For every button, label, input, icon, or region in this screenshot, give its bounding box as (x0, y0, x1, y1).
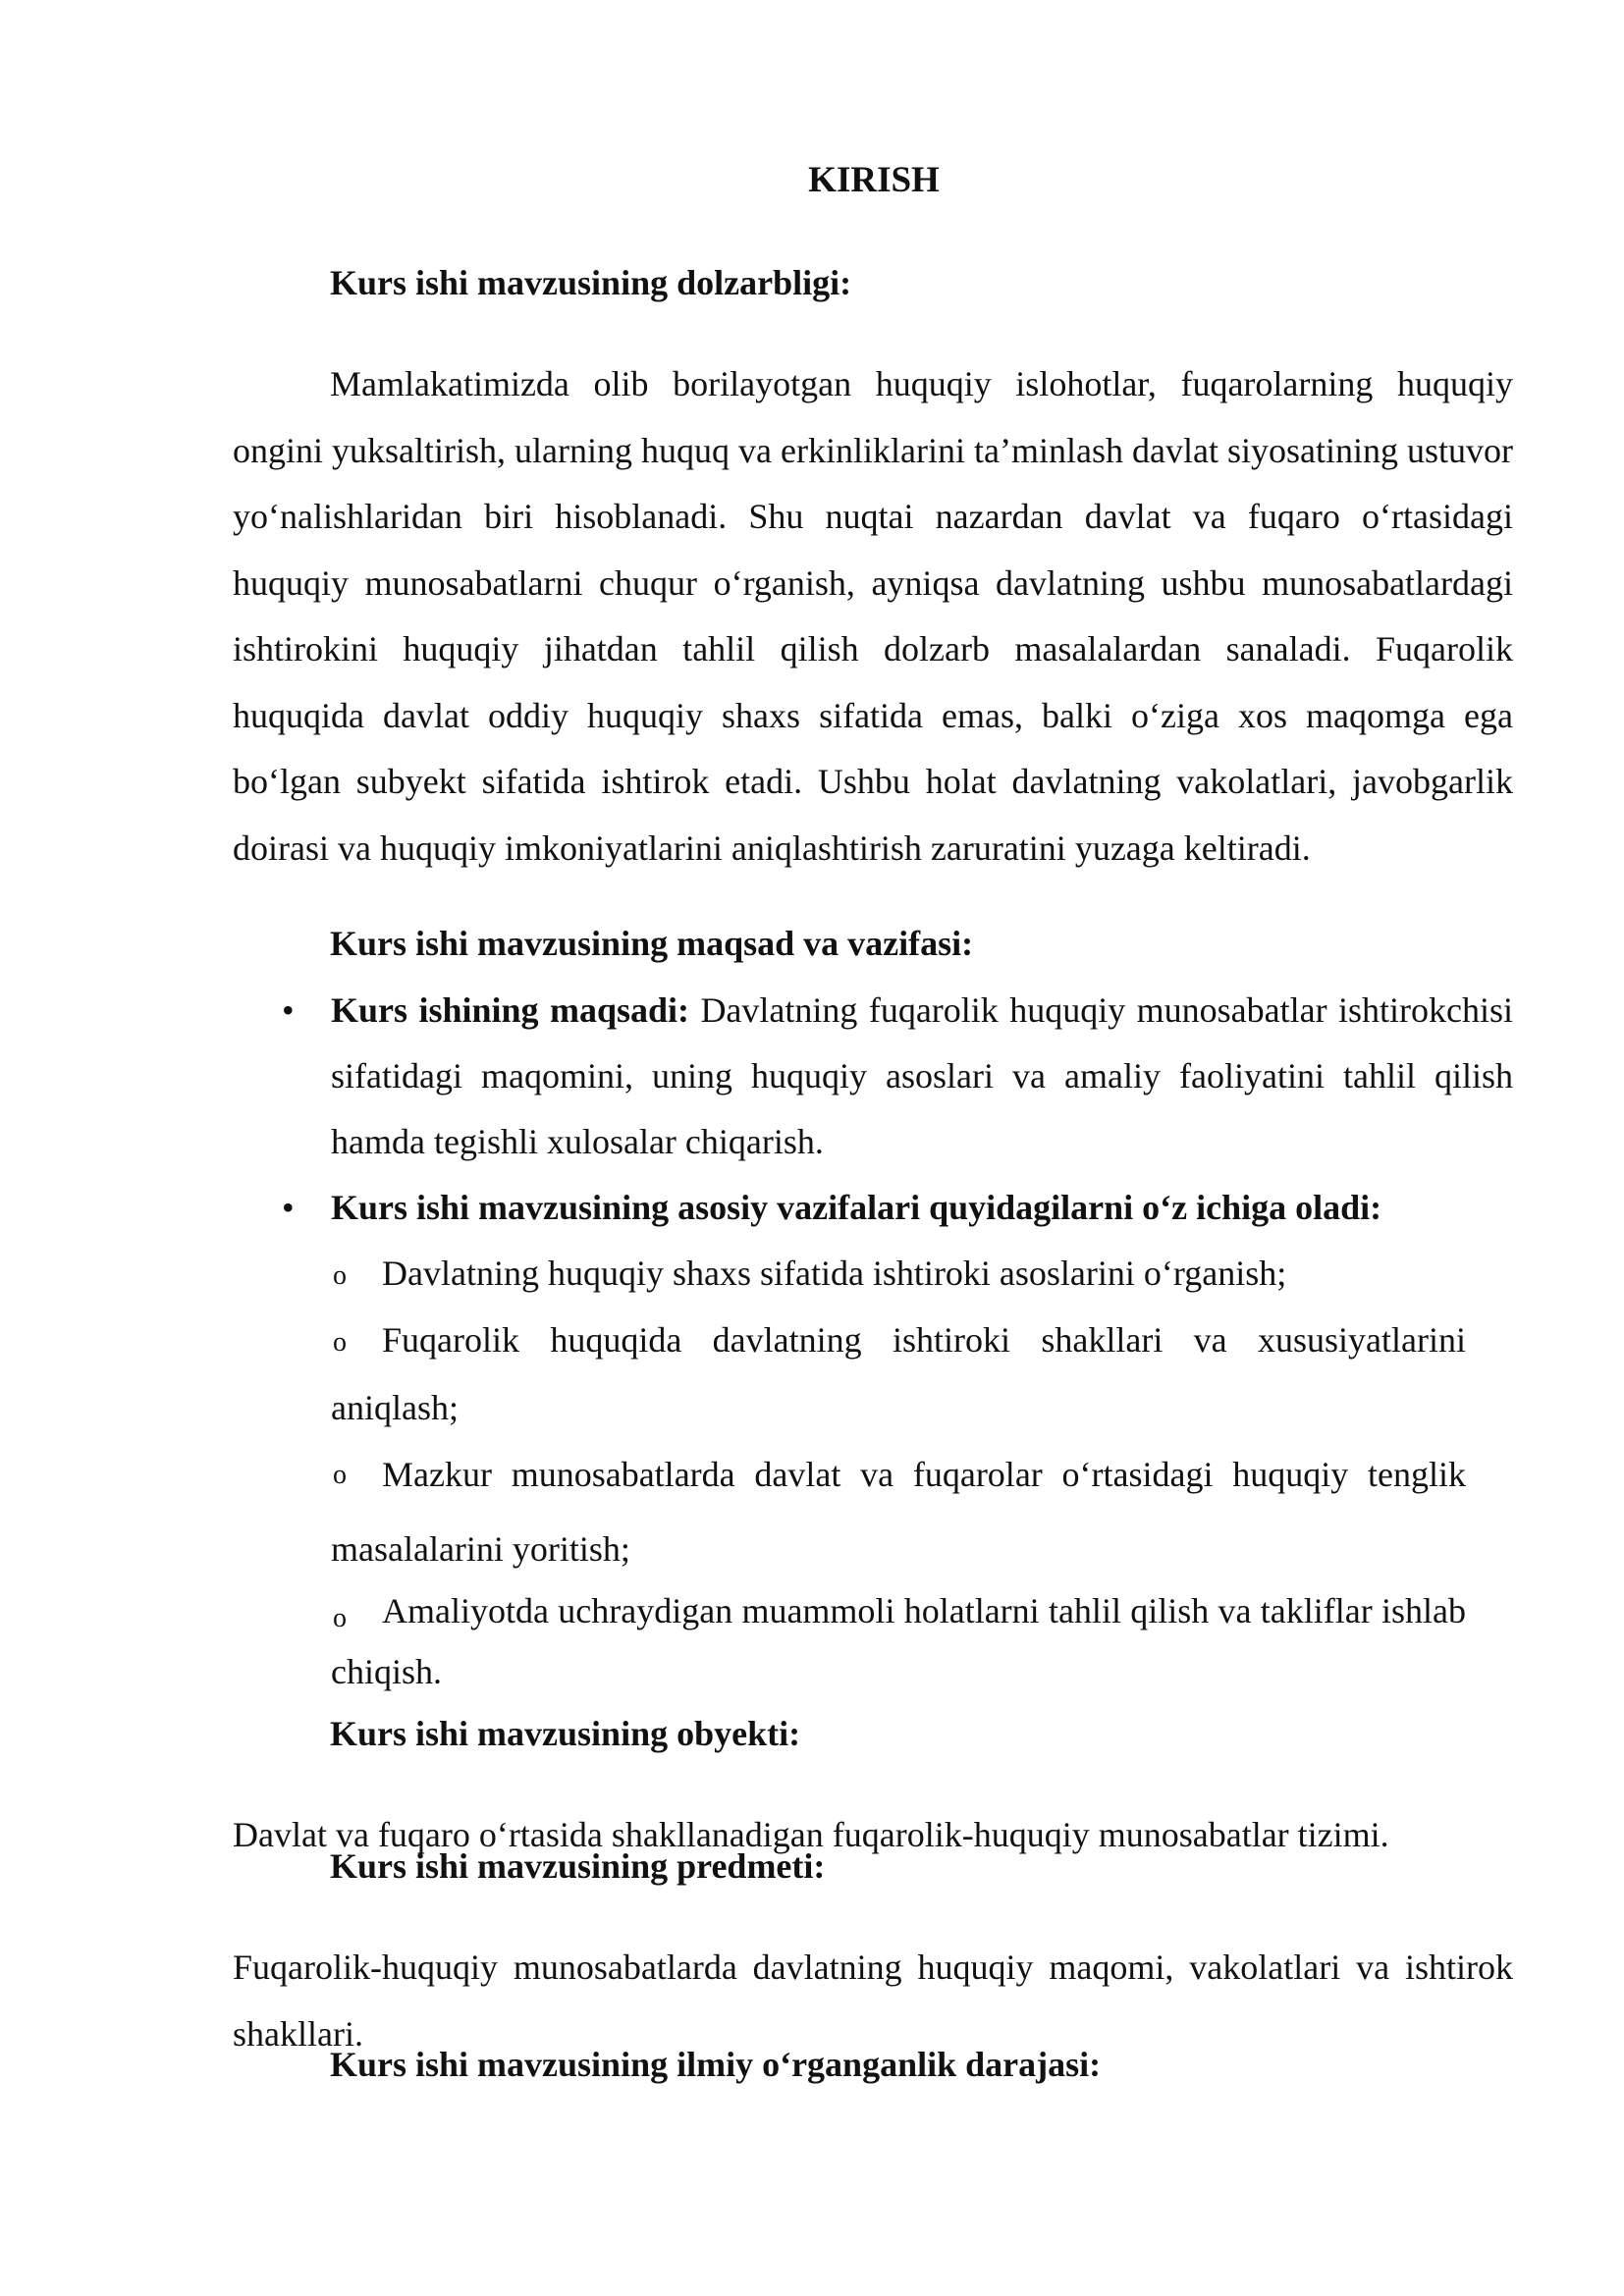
heading-ilmiy: Kurs ishi mavzusining ilmiy o‘rganganlik darajasi: (330, 2045, 1102, 2084)
sub-bullet-marker: o (333, 1460, 347, 1490)
bullet-maqsad-label: Kurs ishining maqsadi: (331, 990, 689, 1030)
paragraph-obyekt: Davlat va fuqaro o‘rtasida shakllanadigan fuqarolik-huquqiy munosabatlar tizimi. (233, 1815, 1389, 1854)
paragraph-dolzarblik: Mamlakatimizda olib borilayotgan huquqiy islohotlar, fuqarolarning huquqiy ongini yuksaltirish, ularning huquq va erkinliklarini ta’minlash davlat siyosatining ustuvor yo‘nalishlaridan biri hisoblanadi. Shu nuqtai nazardan davlat va fuqaro o‘rtasidagi huquqiy munosabatlarni chuqur o‘rganish, ayniqsa davlatning ushbu munosabatlardagi ishtirokini huquqiy jihatdan tahlil qilish dolzarb masalalardan sanaladi. Fuqarolik huquqida davlat oddiy huquqiy shaxs sifatida emas, balki o‘ziga xos maqomga ega bo‘lgan subyekt sifatida ishtirok etadi. Ushbu holat davlatning vakolatlari, javobgarlik doirasi va huquqiy imkoniyatlarini aniqlashtirish zaruratini yuzaga keltiradi. (233, 364, 1513, 868)
task-item-3: Mazkur munosabatlarda davlat va fuqarolar o‘rtasidagi huquqiy tenglik masalalarini yoritish; (331, 1455, 1466, 1569)
heading-dolzarblik: Kurs ishi mavzusining dolzarbligi: (330, 263, 852, 302)
bullet-vazifalar-label: Kurs ishi mavzusining asosiy vazifalari quyidagilarni o‘z ichiga oladi: (331, 1188, 1382, 1227)
bullet-marker: • (282, 1188, 295, 1227)
task-item-1: Davlatning huquqiy shaxs sifatida ishtiroki asoslarini o‘rganish; (382, 1254, 1287, 1293)
bullet-maqsad-text: Davlatning fuqarolik huquqiy munosabatlar ishtirokchisi sifatidagi maqomini, uning huquqiy asoslari va amaliy faoliyatini tahlil qilish hamda tegishli xulosalar chiqarish. (331, 990, 1514, 1161)
heading-maqsad: Kurs ishi mavzusining maqsad va vazifasi: (330, 924, 974, 963)
paragraph-predmet: Fuqarolik-huquqiy munosabatlarda davlatning huquqiy maqomi, vakolatlari va ishtirok shakllari. (233, 1948, 1513, 2054)
sub-bullet-marker: o (333, 1260, 347, 1291)
task-item-2: Fuqarolik huquqida davlatning ishtiroki shakllari va xususiyatlarini aniqlash; (331, 1320, 1466, 1427)
sub-bullet-marker: o (333, 1327, 347, 1358)
task-item-4-text: Amaliyotda uchraydigan muammoli holatlarni tahlil qilish va takliflar ishlab chiqish. (331, 1591, 1466, 1691)
bullet-maqsad (331, 978, 1513, 1175)
sub-bullet-marker: o (333, 1603, 347, 1633)
heading-obyekt: Kurs ishi mavzusining obyekti: (330, 1714, 801, 1753)
bullet-marker: • (282, 990, 295, 1030)
heading-predmet: Kurs ishi mavzusining predmeti: (330, 1846, 826, 1886)
page-title: KIRISH (808, 160, 940, 200)
task-item-4 (331, 1580, 1466, 1702)
